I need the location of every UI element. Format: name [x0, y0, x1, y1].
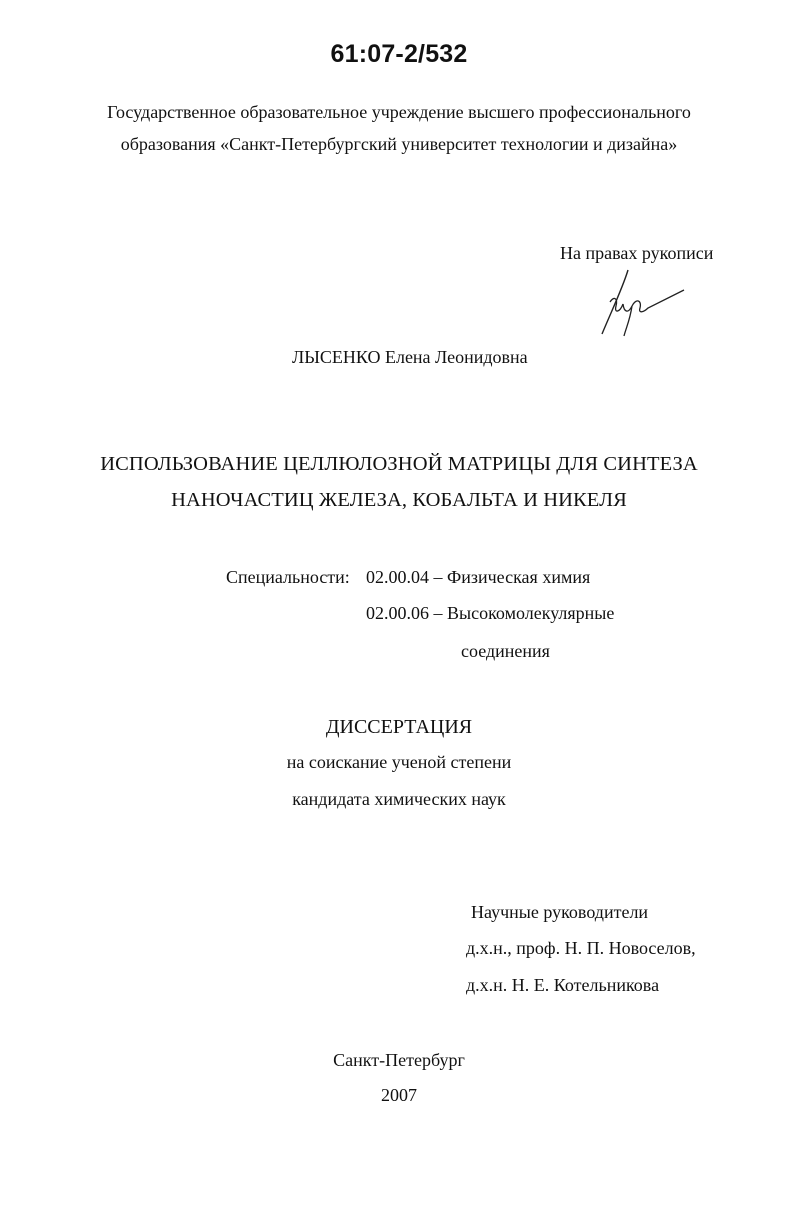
- manuscript-note: На правах рукописи: [560, 243, 714, 263]
- catalog-code: 61:07-2/532: [330, 40, 468, 68]
- year: 2007: [381, 1085, 417, 1105]
- title-line-2: НАНОЧАСТИЦ ЖЕЛЕЗА, КОБАЛЬТА И НИКЕЛЯ: [171, 489, 627, 511]
- title-line-1: ИСПОЛЬЗОВАНИЕ ЦЕЛЛЮЛОЗНОЙ МАТРИЦЫ ДЛЯ СИНТЕЗА: [100, 453, 698, 475]
- specialties-label: Специальности:: [226, 567, 350, 587]
- supervisor-novoselov: д.х.н., проф. Н. П. Новоселов,: [466, 938, 696, 958]
- supervisor-kotelnikova: д.х.н. Н. Е. Котельникова: [466, 975, 660, 995]
- degree-line-2: кандидата химических наук: [292, 789, 506, 809]
- specialty-polymer-compounds: 02.00.06 – Высокомолекулярные: [366, 603, 615, 623]
- city: Санкт-Петербург: [333, 1050, 465, 1070]
- handwritten-signature: [590, 262, 690, 342]
- author-name: ЛЫСЕНКО Елена Леонидовна: [292, 347, 528, 367]
- specialty-polymer-compounds-cont: соединения: [461, 641, 550, 661]
- supervisors-heading: Научные руководители: [471, 902, 649, 922]
- specialty-physical-chemistry: 02.00.04 – Физическая химия: [366, 567, 591, 587]
- institution-line-2: образования «Санкт-Петербургский университет технологии и дизайна»: [120, 134, 678, 154]
- dissertation-heading: ДИССЕРТАЦИЯ: [325, 716, 473, 738]
- institution-line-1: Государственное образовательное учреждение высшего профессионального: [107, 102, 691, 122]
- degree-line-1: на соискание ученой степени: [286, 752, 512, 772]
